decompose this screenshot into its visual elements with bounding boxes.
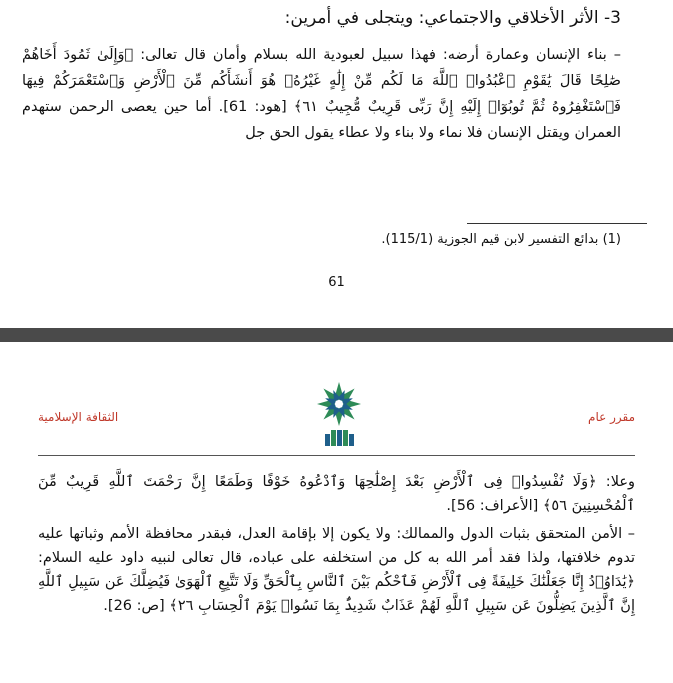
document-page-62	[0, 342, 673, 683]
body-paragraph: وعلا: ﴿وَلَا تُفْسِدُوا۟ فِى ٱلْأَرْضِ بَعْدَ إِصْلَٰحِهَا وَٱدْعُوهُ خَوْفًا وَطَمَعًا إِنَّ رَحْمَتَ ٱللَّهِ قَرِيبٌ مِّنَ ٱلْمُحْسِنِينَ ٥٦﴾ [الأعراف: 56].	[38, 474, 635, 514]
page-number: 61	[328, 275, 345, 290]
page-separator	[0, 328, 673, 342]
body-paragraph: – بناء الإنسان وعمارة أرضه: فهذا سبيل لعبودية الله بسلام وأمان قال تعالى: ﴿وَإِلَىٰ ثَمُودَ أَخَاهُمْ صَٰلِحًا قَالَ يَٰقَوْمِ ٱعْبُدُوا۟ ٱللَّهَ مَا لَكُم مِّنْ إِلَٰهٍ غَيْرُهُۥ هُوَ أَنشَأَكُم مِّنَ ٱلْأَرْضِ وَٱسْتَعْمَرَكُمْ فِيهَا فَٱسْتَغْفِرُوهُ ثُمَّ تُوبُوٓا۟ إِلَيْهِ إِنَّ رَبِّى قَرِيبٌ مُّجِيبٌ ٦١﴾ [هود: 61]. أما حين يعصى الرحمن ستهدم العمران ويقتل الإنسان فلا نماء ولا بناء ولا عطاء يقول الحق جل	[22, 47, 621, 141]
footnote-divider	[467, 223, 647, 224]
footnote: (1) بدائع التفسير لابن قيم الجوزية (115/1).	[381, 232, 621, 247]
header-course-title: الثقافة الإسلامية	[38, 410, 119, 424]
star-leaf-logo-icon	[314, 380, 364, 448]
body-text	[38, 470, 635, 618]
section-heading: 3- الأثر الأخلاقي والاجتماعي: ويتجلى في أمرين:	[284, 8, 621, 28]
document-page-61	[0, 0, 673, 328]
body-paragraph: – الأمن المتحقق بثبات الدول والممالك: ولا يكون إلا بإقامة العدل، فبقدر محافظة الأمم وثباتها عليه تدوم خلافتها، ولذا فقد أمر الله به كل من استخلفه على عباده، قال تعالى لنبيه داود عليه السلام: ﴿يَٰدَاوُۥدُ إِنَّا جَعَلْنَٰكَ خَلِيفَةً فِى ٱلْأَرْضِ فَٱحْكُم بَيْنَ ٱلنَّاسِ بِٱلْحَقِّ وَلَا تَتَّبِعِ ٱلْهَوَىٰ فَيُضِلَّكَ عَن سَبِيلِ ٱللَّهِ إِنَّ ٱلَّذِينَ يَضِلُّونَ عَن سَبِيلِ ٱللَّهِ لَهُمْ عَذَابٌ شَدِيدٌۢ بِمَا نَسُوا۟ يَوْمَ ٱلْحِسَابِ ٢٦﴾ [ص: 26].	[38, 526, 635, 614]
header-divider	[38, 455, 635, 456]
header-course-type: مقرر عام	[588, 410, 635, 424]
